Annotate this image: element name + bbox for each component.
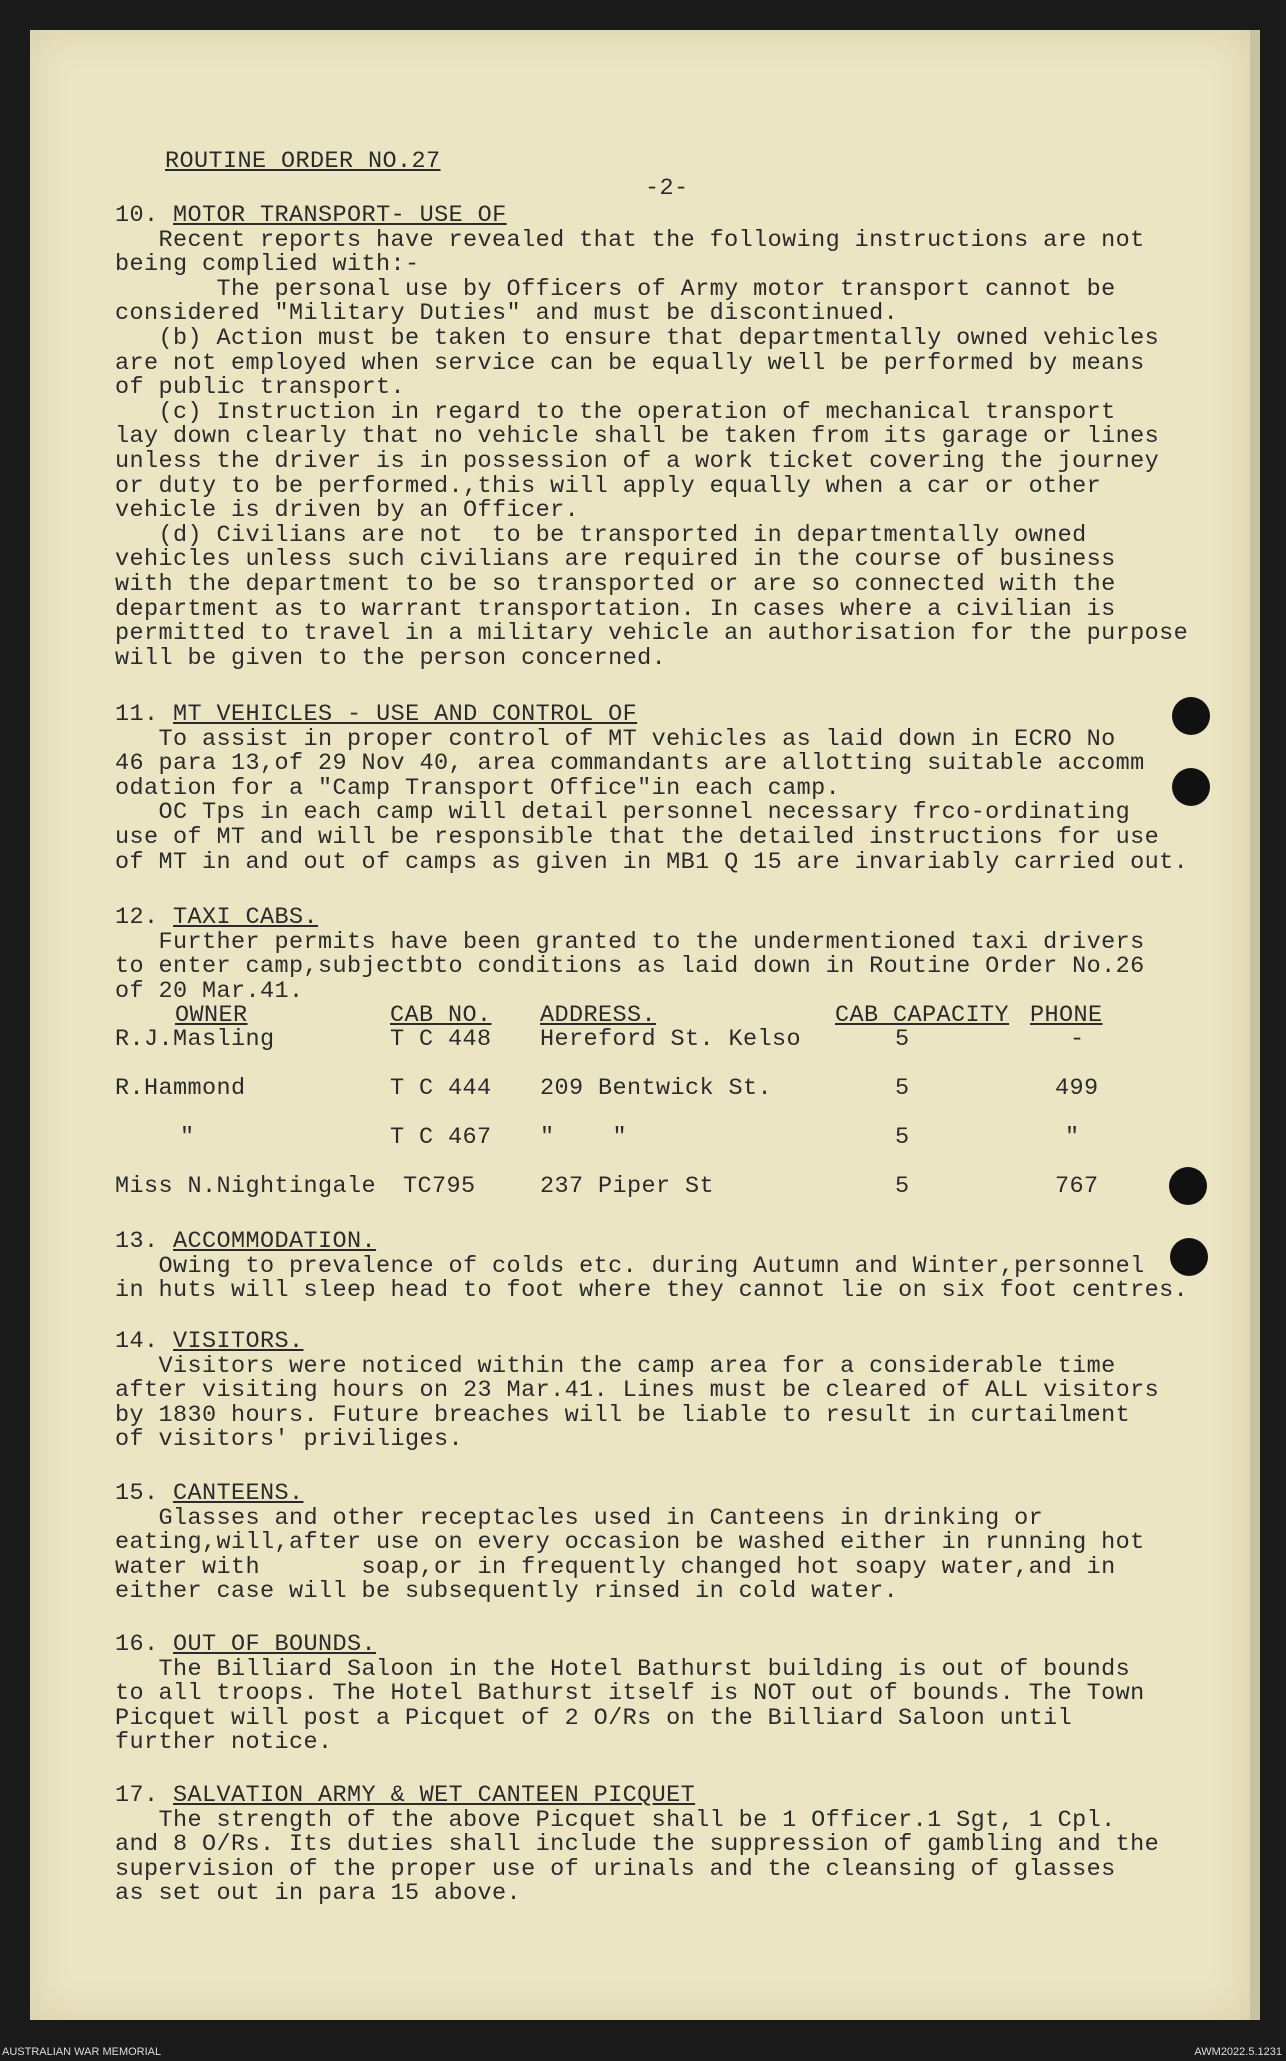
text-line: after visiting hours on 23 Mar.41. Lines must be cleared of ALL visitors bbox=[115, 1377, 1160, 1405]
section-number: 10. bbox=[115, 202, 159, 229]
column-header-capacity: CAB CAPACITY bbox=[835, 1002, 1010, 1029]
table-row bbox=[115, 1077, 1225, 1126]
text-line: Recent reports have revealed that the following instructions are not bbox=[115, 226, 1145, 254]
text-line: water with soap,or in frequently changed hot soapy water,and in bbox=[115, 1553, 1116, 1581]
section-number: 11. bbox=[115, 701, 159, 728]
section-number: 15. bbox=[115, 1480, 159, 1507]
text-line: of MT in and out of camps as given in MB1 Q 15 are invariably carried out. bbox=[115, 848, 1189, 876]
section-number: 17. bbox=[115, 1782, 159, 1809]
section-heading: OUT OF BOUNDS. bbox=[173, 1631, 377, 1658]
footer-archive-name: AUSTRALIAN WAR MEMORIAL bbox=[2, 2046, 162, 2058]
text-line: Owing to prevalence of colds etc. during Autumn and Winter,personnel bbox=[115, 1252, 1145, 1280]
table-row bbox=[115, 1175, 1225, 1224]
text-line: to all troops. The Hotel Bathurst itself is NOT out of bounds. The Town bbox=[115, 1680, 1145, 1708]
section-15 bbox=[115, 1482, 1225, 1605]
text-line: unless the driver is in possession of a work ticket covering the journey bbox=[115, 447, 1160, 475]
cell-address: 209 Bentwick St. bbox=[540, 1075, 773, 1102]
cell-owner: R.Hammond bbox=[115, 1075, 246, 1102]
page-edge bbox=[1250, 30, 1260, 2020]
text-line: vehicle is driven by an Officer. bbox=[115, 497, 580, 525]
section-heading: TAXI CABS. bbox=[173, 904, 319, 931]
text-line: being complied with:- bbox=[115, 251, 420, 279]
text-line: and 8 O/Rs. Its duties shall include the suppression of gambling and the bbox=[115, 1831, 1160, 1859]
text-line: department as to warrant transportation. In cases where a civilian is bbox=[115, 595, 1116, 623]
cell-cab-no: T C 444 bbox=[390, 1075, 492, 1102]
text-line: OC Tps in each camp will detail personnel necessary frco-ordinating bbox=[115, 799, 1131, 827]
cell-owner: R.J.Masling bbox=[115, 1026, 275, 1053]
section-10 bbox=[115, 204, 1225, 671]
text-line: use of MT and will be responsible that the detailed instructions for use bbox=[115, 823, 1160, 851]
cell-phone: 499 bbox=[1055, 1075, 1099, 1102]
cell-phone: 767 bbox=[1055, 1173, 1099, 1200]
text-line: odation for a "Camp Transport Office"in each camp. bbox=[115, 774, 841, 802]
text-line: of public transport. bbox=[115, 374, 406, 402]
text-line: further notice. bbox=[115, 1729, 333, 1757]
section-17 bbox=[115, 1784, 1225, 1907]
text-line: considered "Military Duties" and must be discontinued. bbox=[115, 300, 899, 328]
text-line: or duty to be performed.,this will apply equally when a car or other bbox=[115, 472, 1102, 500]
page-number: -2- bbox=[645, 175, 689, 202]
text-line: in huts will sleep head to foot where they cannot lie on six foot centres. bbox=[115, 1277, 1189, 1305]
text-line: either case will be subsequently rinsed in cold water. bbox=[115, 1578, 899, 1606]
text-line: (d) Civilians are not to be transported in departmentally owned bbox=[115, 521, 1087, 549]
text-line: permitted to travel in a military vehicle an authorisation for the purpose bbox=[115, 620, 1189, 648]
text-line: (c) Instruction in regard to the operation of mechanical transport bbox=[115, 398, 1116, 426]
section-16 bbox=[115, 1633, 1225, 1756]
section-14 bbox=[115, 1330, 1225, 1453]
text-line: of visitors' priviliges. bbox=[115, 1426, 464, 1454]
text-line: are not employed when service can be equally well be performed by means bbox=[115, 349, 1145, 377]
cell-cab-no: TC795 bbox=[403, 1173, 476, 1200]
text-line: Glasses and other receptacles used in Canteens in drinking or bbox=[115, 1504, 1044, 1532]
text-line: (b) Action must be taken to ensure that departmentally owned vehicles bbox=[115, 324, 1160, 352]
table-header-row bbox=[115, 1004, 1225, 1028]
cell-address: " " bbox=[540, 1124, 628, 1151]
section-number: 14. bbox=[115, 1328, 159, 1355]
column-header-owner: OWNER bbox=[175, 1002, 248, 1029]
section-number: 16. bbox=[115, 1631, 159, 1658]
section-heading: SALVATION ARMY & WET CANTEEN PICQUET bbox=[173, 1782, 696, 1809]
cell-owner: " bbox=[180, 1124, 195, 1151]
text-line: of 20 Mar.41. bbox=[115, 977, 304, 1005]
section-12 bbox=[115, 906, 1225, 1004]
cell-address: Hereford St. Kelso bbox=[540, 1026, 802, 1053]
text-line: To assist in proper control of MT vehicles as laid down in ECRO No bbox=[115, 725, 1116, 753]
cell-phone: - bbox=[1070, 1026, 1085, 1053]
text-line: with the department to be so transported or are so connected with the bbox=[115, 570, 1116, 598]
text-line: 46 para 13,of 29 Nov 40, area commandants are allotting suitable accomm bbox=[115, 750, 1145, 778]
text-line: as set out in para 15 above. bbox=[115, 1880, 522, 1908]
footer-accession-number: AWM2022.5.1231 bbox=[1194, 2046, 1282, 2058]
table-row bbox=[115, 1126, 1225, 1175]
section-heading: VISITORS. bbox=[173, 1328, 304, 1355]
section-heading: ACCOMMODATION. bbox=[173, 1228, 377, 1255]
cell-capacity: 5 bbox=[895, 1075, 910, 1102]
cell-address: 237 Piper St bbox=[540, 1173, 715, 1200]
text-line: to enter camp,subjectbto conditions as laid down in Routine Order No.26 bbox=[115, 953, 1145, 981]
section-heading: MT VEHICLES - USE AND CONTROL OF bbox=[173, 701, 638, 728]
section-11 bbox=[115, 703, 1225, 875]
cell-capacity: 5 bbox=[895, 1173, 910, 1200]
text-line: The Billiard Saloon in the Hotel Bathurst building is out of bounds bbox=[115, 1655, 1131, 1683]
cell-capacity: 5 bbox=[895, 1124, 910, 1151]
text-line: eating,will,after use on every occasion be washed either in running hot bbox=[115, 1529, 1145, 1557]
section-heading: MOTOR TRANSPORT- USE OF bbox=[173, 202, 507, 229]
text-line: The personal use by Officers of Army motor transport cannot be bbox=[115, 275, 1116, 303]
cell-cab-no: T C 467 bbox=[390, 1124, 492, 1151]
section-number: 13. bbox=[115, 1228, 159, 1255]
cell-cab-no: T C 448 bbox=[390, 1026, 492, 1053]
column-header-address: ADDRESS. bbox=[540, 1002, 657, 1029]
text-line: Visitors were noticed within the camp area for a considerable time bbox=[115, 1352, 1116, 1380]
text-line: Picquet will post a Picquet of 2 O/Rs on the Billiard Saloon until bbox=[115, 1704, 1073, 1732]
routine-order-title: ROUTINE ORDER NO.27 bbox=[165, 148, 441, 175]
cell-phone: " bbox=[1065, 1124, 1080, 1151]
cell-owner: Miss N.Nightingale bbox=[115, 1173, 377, 1200]
text-line: supervision of the proper use of urinals and the cleansing of glasses bbox=[115, 1855, 1116, 1883]
table-row bbox=[115, 1028, 1225, 1077]
section-13 bbox=[115, 1230, 1225, 1304]
text-line: Further permits have been granted to the undermentioned taxi drivers bbox=[115, 928, 1145, 956]
section-number: 12. bbox=[115, 904, 159, 931]
taxi-table bbox=[115, 1004, 1225, 1224]
column-header-cab-no: CAB NO. bbox=[390, 1002, 492, 1029]
text-line: by 1830 hours. Future breaches will be liable to result in curtailment bbox=[115, 1401, 1131, 1429]
text-line: lay down clearly that no vehicle shall be taken from its garage or lines bbox=[115, 423, 1160, 451]
cell-capacity: 5 bbox=[895, 1026, 910, 1053]
text-line: will be given to the person concerned. bbox=[115, 644, 667, 672]
text-line: vehicles unless such civilians are required in the course of business bbox=[115, 546, 1116, 574]
section-heading: CANTEENS. bbox=[173, 1480, 304, 1507]
column-header-phone: PHONE bbox=[1030, 1002, 1103, 1029]
text-line: The strength of the above Picquet shall be 1 Officer.1 Sgt, 1 Cpl. bbox=[115, 1806, 1116, 1834]
